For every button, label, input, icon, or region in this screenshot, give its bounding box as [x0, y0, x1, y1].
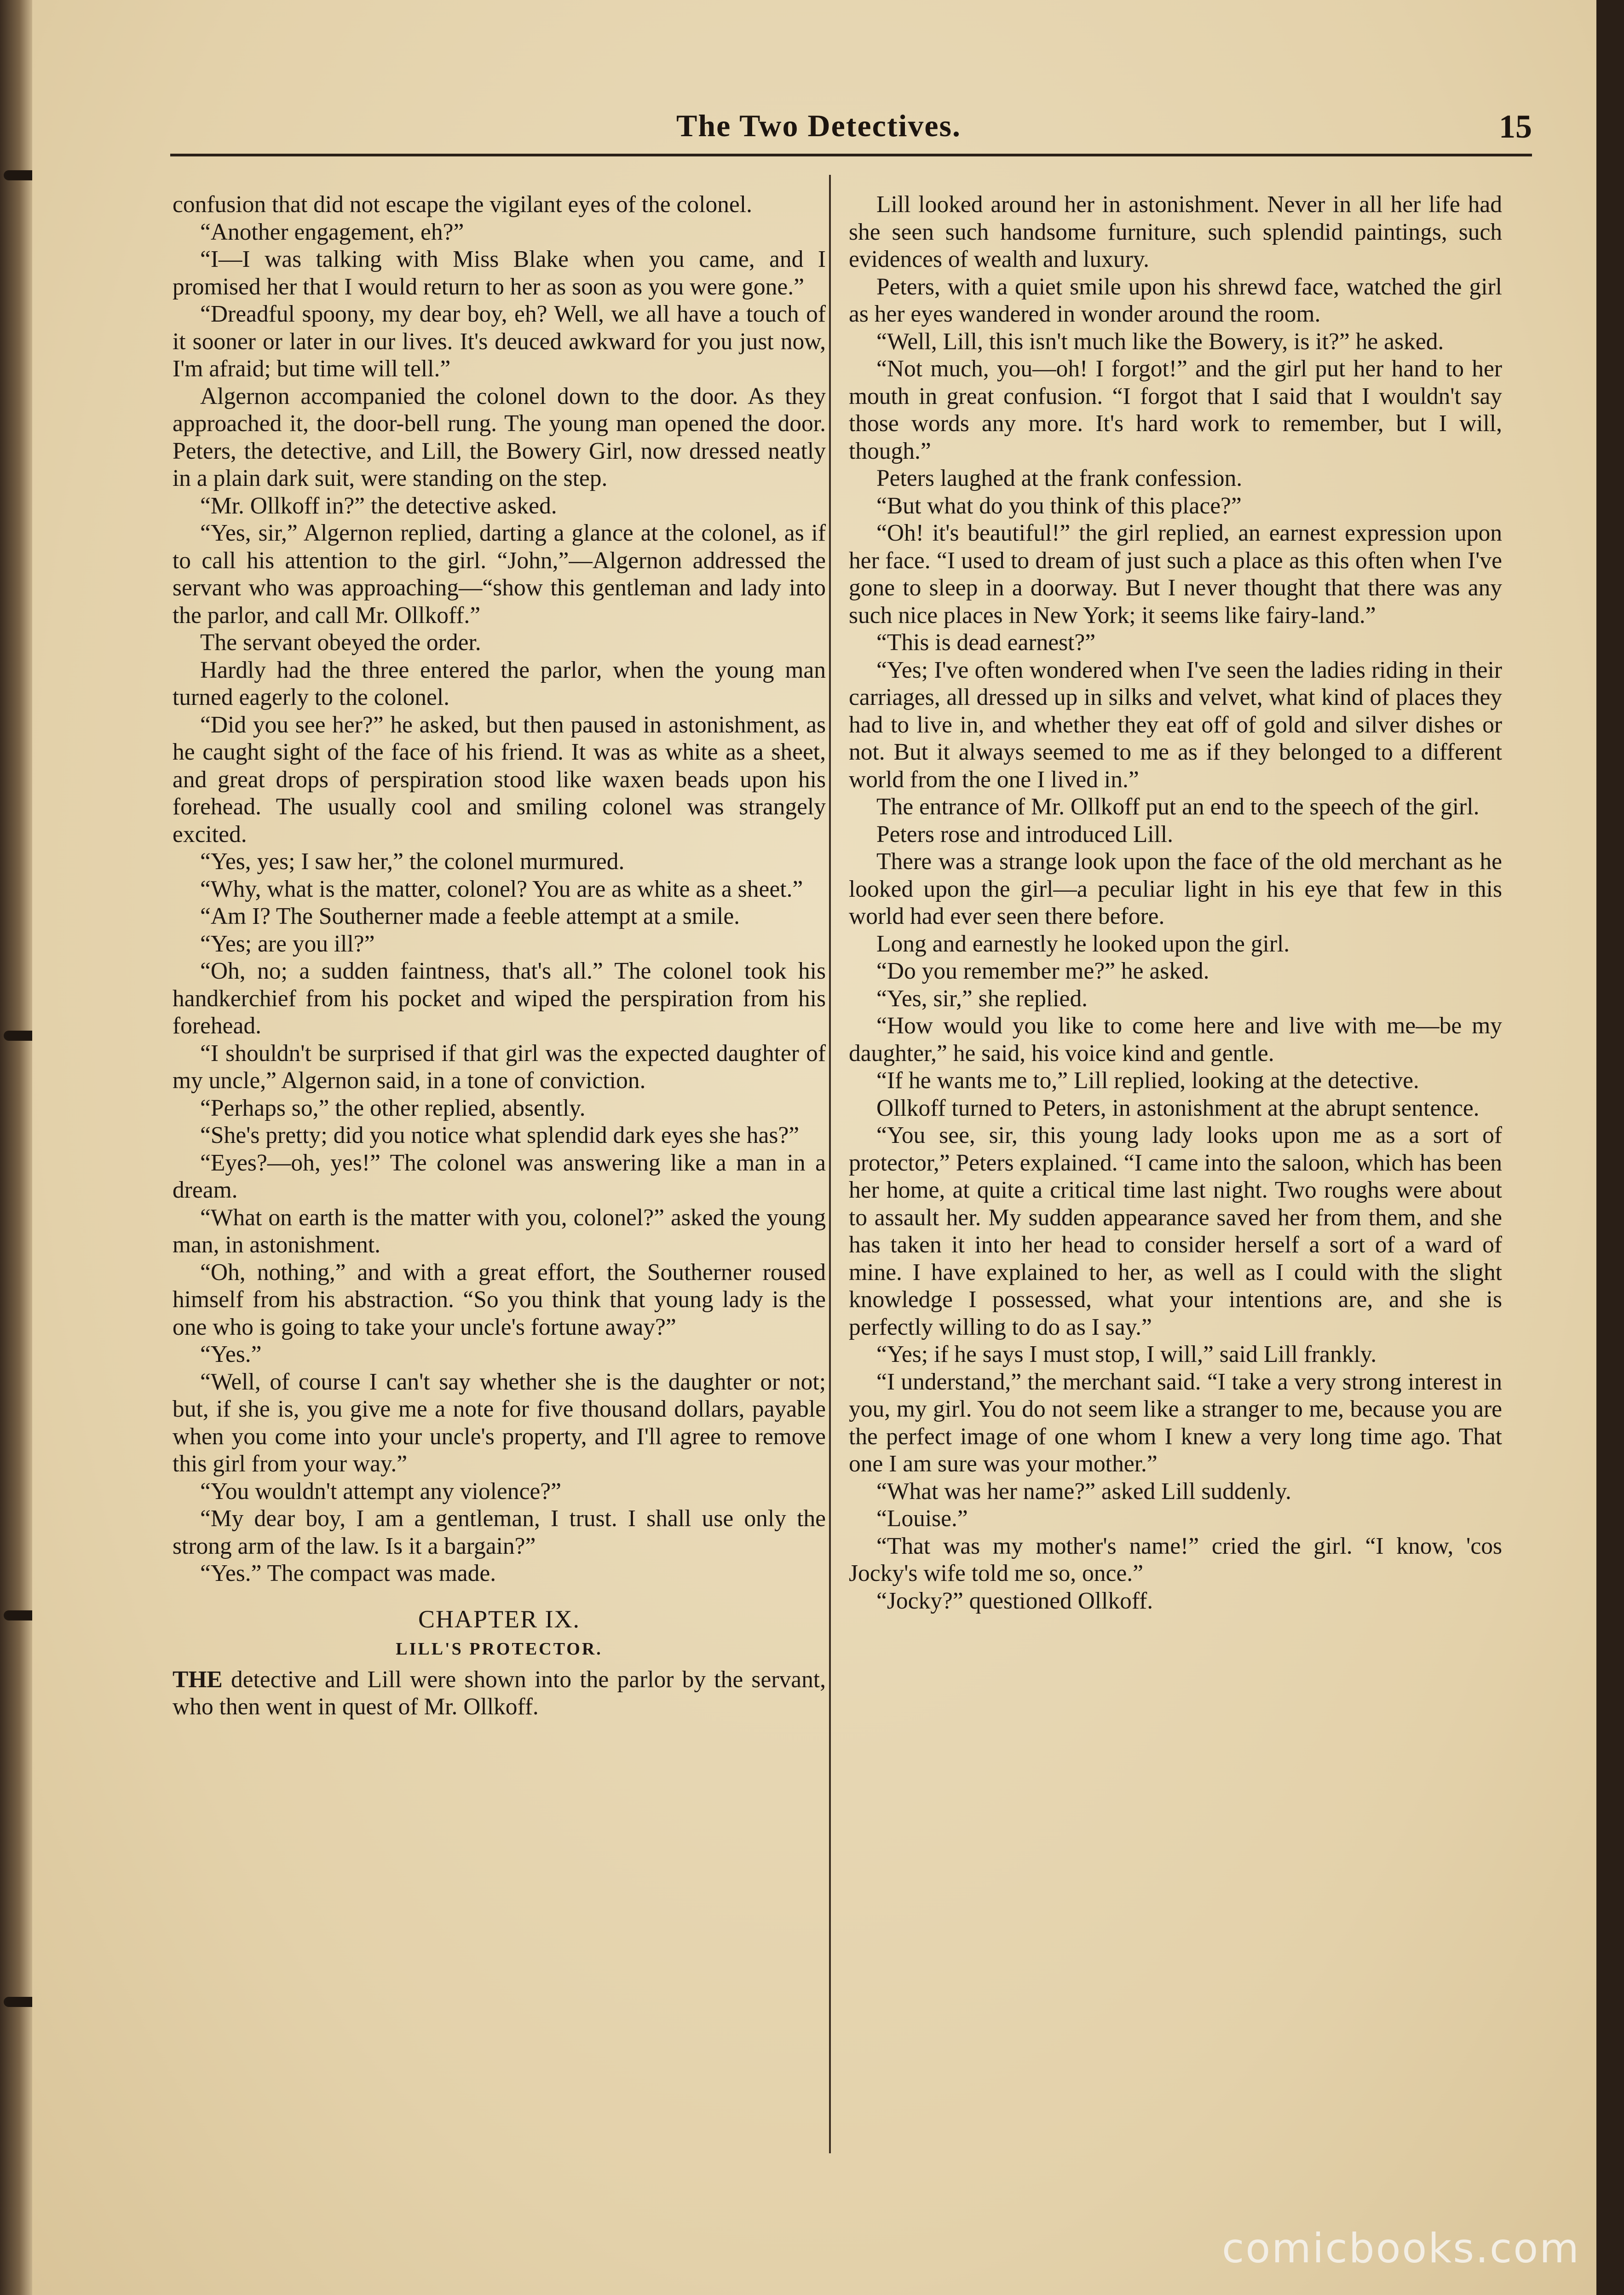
right-column: [849, 191, 1502, 1615]
paragraph: “Oh, no; a sudden faintness, that's all.” The colonel took his handkerchief from his pocket and wiped the perspiration from his forehead.: [173, 958, 826, 1039]
paragraph: “Do you remember me?” he asked.: [876, 958, 1209, 984]
paragraph: “Well, Lill, this isn't much like the Bowery, is it?” he asked.: [876, 328, 1444, 355]
paragraph: confusion that did not escape the vigilant eyes of the colonel.: [173, 191, 752, 218]
paragraph: “Not much, you—oh! I forgot!” and the girl put her hand to her mouth in great confusion. “I forgot that I said that I wouldn't say those words any more. It's hard work to remember, but I will, though.”: [849, 356, 1502, 464]
paragraph: “You wouldn't attempt any violence?”: [200, 1478, 561, 1505]
paragraph: “Oh, nothing,” and with a great effort, the Southerner roused himself from his abstraction. “So you think that young lady is the one who is going to take your uncle's fortune away?”: [173, 1259, 826, 1340]
paragraph: Peters laughed at the frank confession.: [876, 465, 1243, 491]
paragraph: “Well, of course I can't say whether she is the daughter or not; but, if she is, you give me a note for five thousand dollars, payable when you come into your uncle's property, and I'll agree to remove this girl from your way.”: [173, 1368, 826, 1477]
paragraph: “I understand,” the merchant said. “I take a very strong interest in you, my girl. You do not seem like a stranger to me, because you are the perfect image of one whom I knew a very long time ago. That one I am sure was your mother.”: [849, 1368, 1502, 1477]
paragraph: “What on earth is the matter with you, colonel?” asked the young man, in astonishment.: [173, 1204, 826, 1258]
paragraph: Peters, with a quiet smile upon his shrewd face, watched the girl as her eyes wandered in wonder around the room.: [849, 273, 1502, 327]
paragraph: Long and earnestly he looked upon the girl.: [876, 930, 1290, 957]
paragraph: “Yes, sir,” Algernon replied, darting a glance at the colonel, as if to call his attention to the girl. “John,”—Algernon addressed the servant who was approaching—“show this gentleman and lady into the parlor, and call Mr. Ollkoff.”: [173, 520, 826, 629]
paragraph: “Mr. Ollkoff in?” the detective asked.: [200, 492, 557, 519]
chapter-heading: CHAPTER IX.: [418, 1605, 580, 1633]
paragraph: “Yes.” The compact was made.: [200, 1560, 496, 1586]
site-watermark: comicbooks.com: [1221, 2225, 1580, 2272]
paragraph: “This is dead earnest?”: [876, 629, 1096, 656]
paragraph: Lill looked around her in astonishment. Never in all her life had she seen such handsome furniture, such splendid paintings, such evidences of wealth and luxury.: [849, 191, 1502, 272]
page-spine: [0, 0, 32, 2295]
paragraph: “Yes; I've often wondered when I've seen the ladies riding in their carriages, all dressed up in silks and velvet, what kind of places they had to live in, and whether they eat off of gold and silver dishes or not. But it always seemed to me as if they belonged to a different world from the one I lived in.”: [849, 657, 1502, 793]
chapter-subtitle: LILL'S PROTECTOR.: [396, 1639, 603, 1659]
paragraph: “Yes; if he says I must stop, I will,” said Lill frankly.: [876, 1341, 1377, 1367]
column-divider: [829, 175, 831, 2153]
paragraph: “Another engagement, eh?”: [200, 219, 464, 245]
paragraph: “Eyes?—oh, yes!” The colonel was answering like a man in a dream.: [173, 1149, 826, 1203]
paragraph: “Yes, yes; I saw her,” the colonel murmured.: [200, 848, 625, 875]
paragraph: The entrance of Mr. Ollkoff put an end to the speech of the girl.: [876, 794, 1480, 820]
paragraph: Ollkoff turned to Peters, in astonishment at the abrupt sentence.: [876, 1095, 1480, 1121]
paragraph: “Yes; are you ill?”: [200, 930, 375, 957]
chapter-lead-word: THE: [173, 1666, 223, 1693]
chapter-opening-paragraph: [173, 1666, 826, 1721]
paragraph: “Yes, sir,” she replied.: [876, 985, 1088, 1012]
page-number: 15: [1499, 108, 1532, 145]
paragraph: “Why, what is the matter, colonel? You are as white as a sheet.”: [200, 876, 803, 902]
paragraph: The servant obeyed the order.: [200, 629, 481, 656]
paragraph: “Louise.”: [876, 1505, 968, 1532]
paragraph: “Jocky?” questioned Ollkoff.: [876, 1587, 1153, 1614]
paragraph: Hardly had the three entered the parlor, when the young man turned eagerly to the colonel.: [173, 657, 826, 710]
paragraph: “What was her name?” asked Lill suddenly.: [876, 1478, 1291, 1505]
paragraph: “Dreadful spoony, my dear boy, eh? Well, we all have a touch of it sooner or later in our lives. It's deuced awkward for you just now, I'm afraid; but time will tell.”: [173, 301, 826, 382]
paragraph: “Oh! it's beautiful!” the girl replied, an earnest expression upon her face. “I used to dream of just such a place as this often when I've gone to sleep in a doorway. But I never thought that there was any such nice places in New York; it seems like fairy-land.”: [849, 520, 1502, 629]
paragraph: “Yes.”: [200, 1341, 262, 1367]
paragraph: “I—I was talking with Miss Blake when you came, and I promised her that I would return to her as soon as you were gone.”: [173, 246, 826, 300]
paragraph: There was a strange look upon the face of the old merchant as he looked upon the girl—a peculiar light in his eye that few in this world had ever seen there before.: [849, 848, 1502, 929]
paragraph: “How would you like to come here and live with me—be my daughter,” he said, his voice kind and gentle.: [849, 1013, 1502, 1067]
paragraph: “Did you see her?” he asked, but then paused in astonishment, as he caught sight of the face of his friend. It was as white as a sheet, and great drops of perspiration stood like waxen beads upon his forehead. The usually cool and smiling colonel was strangely excited.: [173, 711, 826, 848]
paragraph: Algernon accompanied the colonel down to the door. As they approached it, the door-bell rung. The young man opened the door. Peters, the detective, and Lill, the Bowery Girl, now dressed neatly in a plain dark suit, were standing on the step.: [173, 383, 826, 491]
paragraph: “That was my mother's name!” cried the girl. “I know, 'cos Jocky's wife told me so, once.”: [849, 1533, 1502, 1586]
paragraph: “I shouldn't be surprised if that girl was the expected daughter of my uncle,” Algernon said, in a tone of conviction.: [173, 1040, 826, 1094]
running-header: [170, 106, 1532, 156]
paragraph: “If he wants me to,” Lill replied, looking at the detective.: [876, 1067, 1419, 1094]
paragraph: “But what do you think of this place?”: [876, 492, 1242, 519]
paragraph: “You see, sir, this young lady looks upon me as a sort of protector,” Peters explained. “I came into the saloon, which has been her home, at quite a critical time last night. Two roughs were about to assault her. My sudden appearance saved her from them, and she has taken it into her head to consider herself a sort of a ward of mine. I have explained to her, as well as I could with the slight knowledge I possessed, what your intentions are, and she is perfectly willing to do as I say.”: [849, 1122, 1502, 1340]
paragraph: Peters rose and introduced Lill.: [876, 821, 1174, 848]
chapter-opening-text: detective and Lill were shown into the parlor by the servant, who then went in quest of Mr. Ollkoff.: [173, 1666, 826, 1720]
running-title: The Two Detectives.: [676, 108, 962, 143]
paragraph: “Perhaps so,” the other replied, absently.: [200, 1095, 586, 1121]
paragraph: “Am I? The Southerner made a feeble attempt at a smile.: [200, 903, 740, 929]
left-column: [173, 191, 826, 1721]
paragraph: “My dear boy, I am a gentleman, I trust. I shall use only the strong arm of the law. Is it a bargain?”: [173, 1505, 826, 1559]
paragraph: “She's pretty; did you notice what splendid dark eyes she has?”: [200, 1122, 800, 1148]
